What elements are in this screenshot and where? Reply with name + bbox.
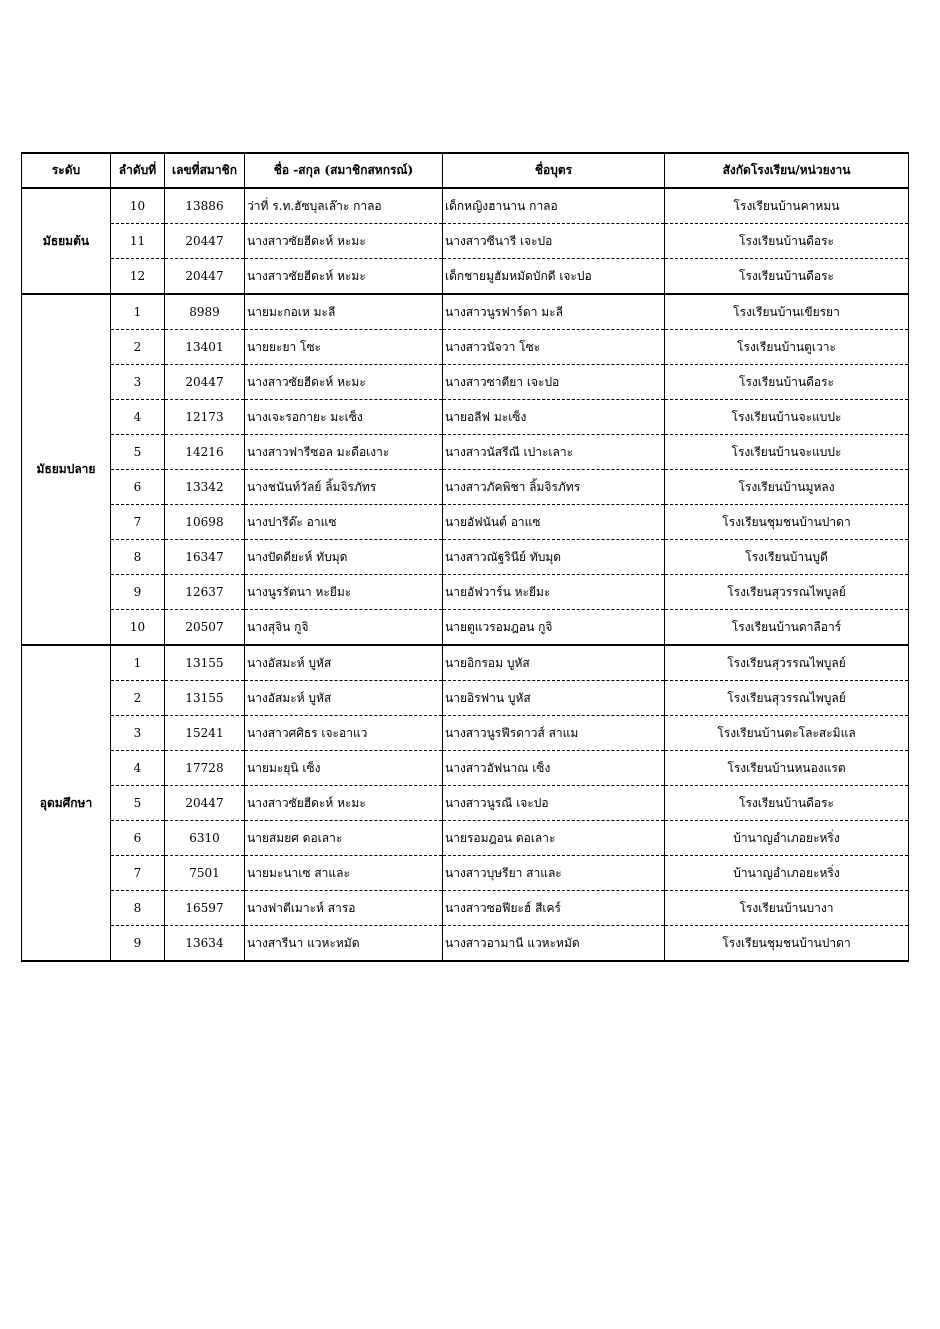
order-cell: 5 <box>111 786 165 821</box>
member-no-cell: 16347 <box>165 540 245 575</box>
children-scholarship-table <box>21 152 909 962</box>
order-cell: 2 <box>111 330 165 365</box>
child-name-cell: นายรอมฎอน ดอเลาะ <box>443 821 665 856</box>
table-row <box>22 926 909 962</box>
level-cell: มัธยมต้น <box>22 188 111 294</box>
order-cell: 4 <box>111 751 165 786</box>
school-cell: โรงเรียนบ้านบางา <box>665 891 909 926</box>
table-row <box>22 645 909 681</box>
school-cell: โรงเรียนสุวรรณไพบูลย์ <box>665 575 909 610</box>
order-cell: 9 <box>111 926 165 962</box>
order-cell: 7 <box>111 856 165 891</box>
child-name-cell: นายอลีฟ มะเซ็ง <box>443 400 665 435</box>
school-cell: โรงเรียนบ้านจะแบปะ <box>665 400 909 435</box>
school-cell: โรงเรียนสุวรรณไพบูลย์ <box>665 681 909 716</box>
member-no-cell: 13155 <box>165 645 245 681</box>
child-name-cell: นางสาวอัฟนาณ เซ็ง <box>443 751 665 786</box>
child-name-cell: เด็กหญิงฮานาน กาลอ <box>443 188 665 224</box>
member-no-cell: 17728 <box>165 751 245 786</box>
table-row <box>22 188 909 224</box>
header-school: สังกัดโรงเรียน/หน่วยงาน <box>665 153 909 188</box>
member-no-cell: 13886 <box>165 188 245 224</box>
school-cell: โรงเรียนบ้านหนองแรต <box>665 751 909 786</box>
school-cell: โรงเรียนบ้านดาลือาร์ <box>665 610 909 646</box>
table-row <box>22 610 909 646</box>
child-name-cell: นางสาวนัจวา โซะ <box>443 330 665 365</box>
member-name-cell: นางสาวซัยฮีดะห์ หะมะ <box>245 224 443 259</box>
order-cell: 1 <box>111 294 165 330</box>
order-cell: 11 <box>111 224 165 259</box>
order-cell: 6 <box>111 470 165 505</box>
order-cell: 1 <box>111 645 165 681</box>
member-no-cell: 13342 <box>165 470 245 505</box>
table-row <box>22 470 909 505</box>
school-cell: โรงเรียนชุมชนบ้านปาดา <box>665 505 909 540</box>
child-name-cell: นางสาวนูรฟีรดาวส์ สาแม <box>443 716 665 751</box>
table-row <box>22 540 909 575</box>
order-cell: 5 <box>111 435 165 470</box>
member-name-cell: นางปัดดียะห์ ทับมุด <box>245 540 443 575</box>
school-cell: โรงเรียนบ้านดือระ <box>665 224 909 259</box>
school-cell: บ้านาญอำเภอยะหริ่ง <box>665 821 909 856</box>
child-name-cell: เด็กชายมูฮัมหมัดบักดี เจะปอ <box>443 259 665 295</box>
member-name-cell: นางเจะรอกายะ มะเซ็ง <box>245 400 443 435</box>
order-cell: 6 <box>111 821 165 856</box>
school-cell: โรงเรียนสุวรรณไพบูลย์ <box>665 645 909 681</box>
member-name-cell: นางสุจิน กูจิ <box>245 610 443 646</box>
member-name-cell: นางชนันท์วัลย์ ลิ้มจิรภัทร <box>245 470 443 505</box>
member-no-cell: 20447 <box>165 365 245 400</box>
school-cell: โรงเรียนชุมชนบ้านปาดา <box>665 926 909 962</box>
table-row <box>22 435 909 470</box>
member-name-cell: นางสาวศศิธร เจะอาแว <box>245 716 443 751</box>
school-cell: โรงเรียนบ้านตะโละสะมิแล <box>665 716 909 751</box>
table-row <box>22 365 909 400</box>
header-child-name: ชื่อบุตร <box>443 153 665 188</box>
order-cell: 8 <box>111 891 165 926</box>
school-cell: โรงเรียนบ้านจะแบปะ <box>665 435 909 470</box>
member-no-cell: 15241 <box>165 716 245 751</box>
child-name-cell: นางสาวซอฟียะฮ์ สีเคร์ <box>443 891 665 926</box>
member-name-cell: นางสาวซัยฮีดะห์ หะมะ <box>245 786 443 821</box>
member-name-cell: นางนูรรัตนา หะยีมะ <box>245 575 443 610</box>
child-name-cell: นางสาวซีนารี เจะปอ <box>443 224 665 259</box>
level-cell: อุดมศึกษา <box>22 645 111 961</box>
table-row <box>22 681 909 716</box>
member-no-cell: 20447 <box>165 259 245 295</box>
child-name-cell: นางสาวนัสรีณี เปาะเลาะ <box>443 435 665 470</box>
table-body <box>22 188 909 961</box>
child-name-cell: นางสาวอามานี แวหะหมัด <box>443 926 665 962</box>
table-row <box>22 856 909 891</box>
school-cell: โรงเรียนบ้านตูเวาะ <box>665 330 909 365</box>
header-member-no: เลขที่สมาชิก <box>165 153 245 188</box>
table-row <box>22 294 909 330</box>
school-cell: โรงเรียนบ้านเขียรยา <box>665 294 909 330</box>
member-name-cell: นางปารีด๊ะ อาแซ <box>245 505 443 540</box>
school-cell: โรงเรียนบ้านดือระ <box>665 786 909 821</box>
school-cell: โรงเรียนบ้านบูดี <box>665 540 909 575</box>
table-row <box>22 751 909 786</box>
table-row <box>22 575 909 610</box>
member-no-cell: 20447 <box>165 224 245 259</box>
school-cell: บ้านาญอำเภอยะหริ่ง <box>665 856 909 891</box>
order-cell: 7 <box>111 505 165 540</box>
header-order: ลำดับที่ <box>111 153 165 188</box>
member-no-cell: 8989 <box>165 294 245 330</box>
member-name-cell: นางฟาตีเมาะห์ สารอ <box>245 891 443 926</box>
school-cell: โรงเรียนบ้านมูหลง <box>665 470 909 505</box>
member-name-cell: นางสาวซัยฮีดะห์ หะมะ <box>245 365 443 400</box>
order-cell: 2 <box>111 681 165 716</box>
order-cell: 8 <box>111 540 165 575</box>
member-no-cell: 20447 <box>165 786 245 821</box>
member-no-cell: 14216 <box>165 435 245 470</box>
school-cell: โรงเรียนบ้านดือระ <box>665 259 909 295</box>
table-row <box>22 891 909 926</box>
child-name-cell: นายตูแวรอมฎอน กูจิ <box>443 610 665 646</box>
table-row <box>22 400 909 435</box>
level-cell: มัธยมปลาย <box>22 294 111 645</box>
member-name-cell: นางสาวซัยฮีดะห์ หะมะ <box>245 259 443 295</box>
child-name-cell: นางสาวซาตียา เจะปอ <box>443 365 665 400</box>
school-cell: โรงเรียนบ้านคาหมน <box>665 188 909 224</box>
member-name-cell: นายมะนาเซ สาและ <box>245 856 443 891</box>
order-cell: 3 <box>111 716 165 751</box>
order-cell: 12 <box>111 259 165 295</box>
table-header <box>22 153 909 188</box>
member-name-cell: นายยะยา โซะ <box>245 330 443 365</box>
school-cell: โรงเรียนบ้านดือระ <box>665 365 909 400</box>
member-name-cell: ว่าที่ ร.ท.ฮัซบุลเล๊าะ กาลอ <box>245 188 443 224</box>
header-row <box>22 153 909 188</box>
child-name-cell: นายอิรฟาน บูหัส <box>443 681 665 716</box>
child-name-cell: นายอิกรอม บูหัส <box>443 645 665 681</box>
table-row <box>22 716 909 751</box>
member-name-cell: นางอัสมะห์ บูหัส <box>245 681 443 716</box>
order-cell: 9 <box>111 575 165 610</box>
header-member-name: ชื่อ -สกุล (สมาชิกสหกรณ์) <box>245 153 443 188</box>
order-cell: 10 <box>111 188 165 224</box>
member-name-cell: นางสารีนา แวหะหมัด <box>245 926 443 962</box>
member-no-cell: 16597 <box>165 891 245 926</box>
child-name-cell: นางสาวณัฐรินีย์ ทับมุด <box>443 540 665 575</box>
member-no-cell: 12637 <box>165 575 245 610</box>
child-name-cell: นางสาวบุษรียา สาและ <box>443 856 665 891</box>
member-no-cell: 7501 <box>165 856 245 891</box>
member-name-cell: นายมะกอเห มะลี <box>245 294 443 330</box>
header-level: ระดับ <box>22 153 111 188</box>
member-no-cell: 10698 <box>165 505 245 540</box>
table-row <box>22 505 909 540</box>
child-name-cell: นางสาวนูรฟาร์ดา มะลี <box>443 294 665 330</box>
order-cell: 3 <box>111 365 165 400</box>
member-name-cell: นางสาวฟารีซอล มะดือเงาะ <box>245 435 443 470</box>
member-no-cell: 13155 <box>165 681 245 716</box>
order-cell: 10 <box>111 610 165 646</box>
member-no-cell: 13401 <box>165 330 245 365</box>
child-name-cell: นายอัฟนันต์ อาแซ <box>443 505 665 540</box>
table-row <box>22 224 909 259</box>
member-name-cell: นางอัสมะห์ บูหัส <box>245 645 443 681</box>
child-name-cell: นางสาวนูรณี เจะปอ <box>443 786 665 821</box>
table-row <box>22 786 909 821</box>
member-no-cell: 6310 <box>165 821 245 856</box>
table-row <box>22 259 909 295</box>
child-name-cell: นางสาวภัคพิชา ลิ้มจิรภัทร <box>443 470 665 505</box>
child-name-cell: นายอัฟวาร์น หะยีมะ <box>443 575 665 610</box>
member-name-cell: นายสมยศ ดอเลาะ <box>245 821 443 856</box>
order-cell: 4 <box>111 400 165 435</box>
table-row <box>22 330 909 365</box>
member-name-cell: นายมะยุนิ เซ็ง <box>245 751 443 786</box>
member-no-cell: 13634 <box>165 926 245 962</box>
member-no-cell: 20507 <box>165 610 245 646</box>
member-no-cell: 12173 <box>165 400 245 435</box>
table-row <box>22 821 909 856</box>
